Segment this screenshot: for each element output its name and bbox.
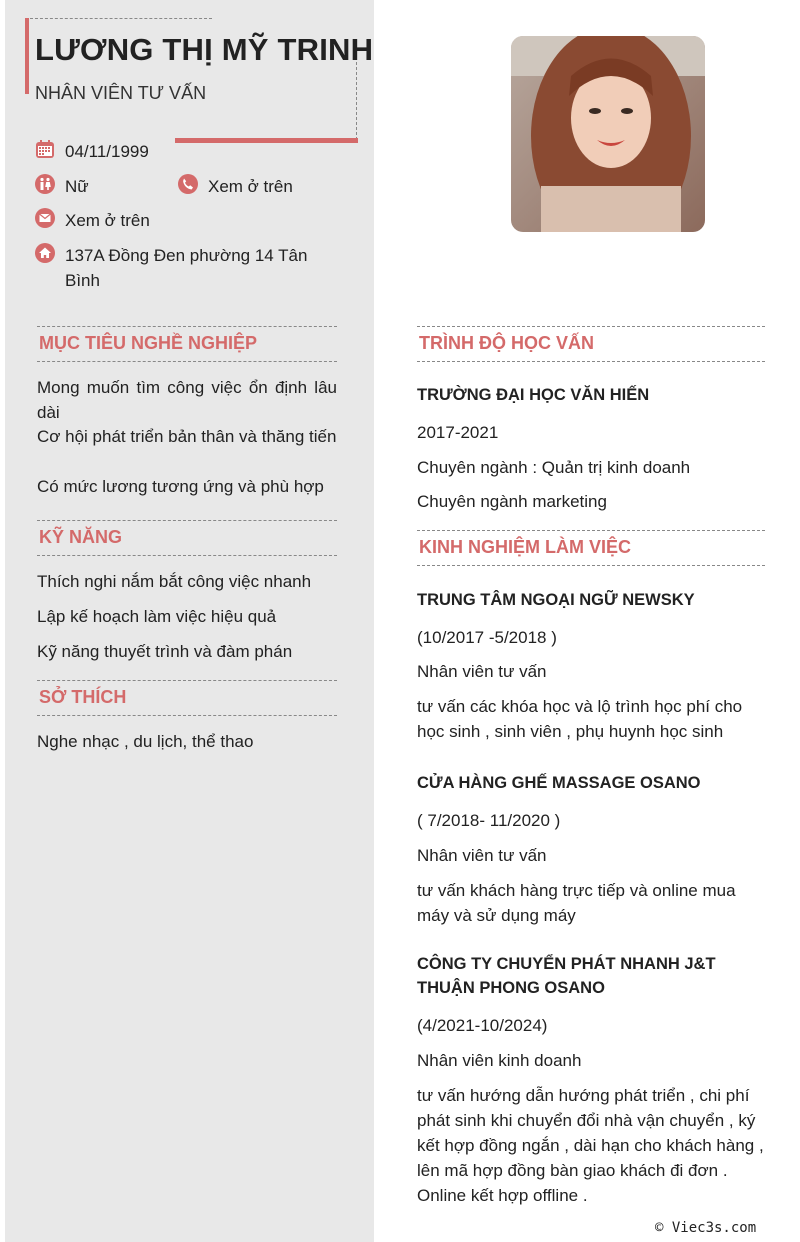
candidate-position: NHÂN VIÊN TƯ VẤN (35, 83, 207, 103)
job-company: TRUNG TÂM NGOẠI NGỮ NEWSKY (417, 591, 695, 609)
objective-heading-text: MỤC TIÊU NGHỀ NGHIỆP (39, 333, 258, 353)
job-company: CỬA HÀNG GHẾ MASSAGE OSANO (417, 774, 701, 792)
education-major: Chuyên ngành : Quản trị kinh doanh (417, 458, 691, 477)
school-name: TRƯỜNG ĐẠI HỌC VĂN HIẾN (417, 386, 650, 404)
skills-heading (37, 520, 337, 556)
skills-heading-text: KỸ NĂNG (39, 527, 123, 547)
experience-heading-text: KINH NGHIỆM LÀM VIỆC (419, 537, 632, 557)
skill-item: Kỹ năng thuyết trình và đàm phán (37, 642, 293, 661)
hobbies-text: Nghe nhạc , du lịch, thể thao (37, 732, 254, 751)
hobbies-heading-text: SỞ THÍCH (39, 687, 127, 707)
education-heading (417, 326, 765, 362)
skill-item: Thích nghi nắm bắt công việc nhanh (37, 572, 312, 591)
education-heading-text: TRÌNH ĐỘ HỌC VẤN (419, 333, 594, 353)
job-company: CÔNG TY CHUYỂN PHÁT NHANH J&T THUẬN PHONG OSANO (417, 955, 716, 997)
phone-icon (178, 174, 198, 194)
job-period: (4/2021-10/2024) (417, 1016, 548, 1035)
hobbies-heading (37, 680, 337, 716)
objective-item: Có mức lương tương ứng và phù hợp (37, 477, 324, 496)
job-period: ( 7/2018- 11/2020 ) (417, 811, 561, 830)
address: 137A Đồng Đen phường 14 Tân Bình (65, 246, 308, 290)
gender: Nữ (65, 177, 89, 196)
job-description: tư vấn hướng dẫn hướng phát triển , chi phí phát sinh khi chuyển đổi nhà vận chuyển , ký kết hợp đồng ngắn , dài hạn cho khách hàng , lên mã hợp đồng bàn giao khách đi đơn . Online kết hợp offline . (417, 1086, 764, 1205)
phone: Xem ở trên (208, 177, 293, 196)
experience-heading (417, 530, 765, 566)
candidate-name: LƯƠNG THỊ MỸ TRINH (35, 32, 374, 67)
job-period: (10/2017 -5/2018 ) (417, 628, 557, 647)
name-accent-underline (175, 138, 358, 143)
calendar-icon (35, 139, 55, 159)
job-description: tư vấn các khóa học và lộ trình học phí cho học sinh , sinh viên , phụ huynh học sinh (417, 697, 743, 741)
job-role: Nhân viên kinh doanh (417, 1051, 582, 1070)
email: Xem ở trên (65, 211, 150, 230)
birthday: 04/11/1999 (65, 142, 149, 161)
job-description: tư vấn khách hàng trực tiếp và online mua máy và sử dụng máy (417, 881, 736, 925)
name-frame-top (30, 18, 212, 19)
education-major: Chuyên ngành marketing (417, 492, 607, 511)
education-years: 2017-2021 (417, 423, 499, 442)
gender-icon (35, 174, 55, 194)
job-role: Nhân viên tư vấn (417, 662, 547, 681)
name-frame-right (356, 62, 357, 140)
job-role: Nhân viên tư vấn (417, 846, 547, 865)
skill-item: Lập kế hoạch làm việc hiệu quả (37, 607, 277, 626)
profile-photo (511, 36, 705, 232)
name-accent-bar (25, 18, 29, 94)
objective-item: Cơ hội phát triển bản thân và thăng tiến (37, 427, 337, 446)
objective-item: Mong muốn tìm công việc ổn định lâu dài (37, 378, 337, 422)
objective-heading (37, 326, 337, 362)
email-icon (35, 208, 55, 228)
home-icon (35, 243, 55, 263)
footer-copyright: © Viec3s.com (655, 1220, 757, 1236)
